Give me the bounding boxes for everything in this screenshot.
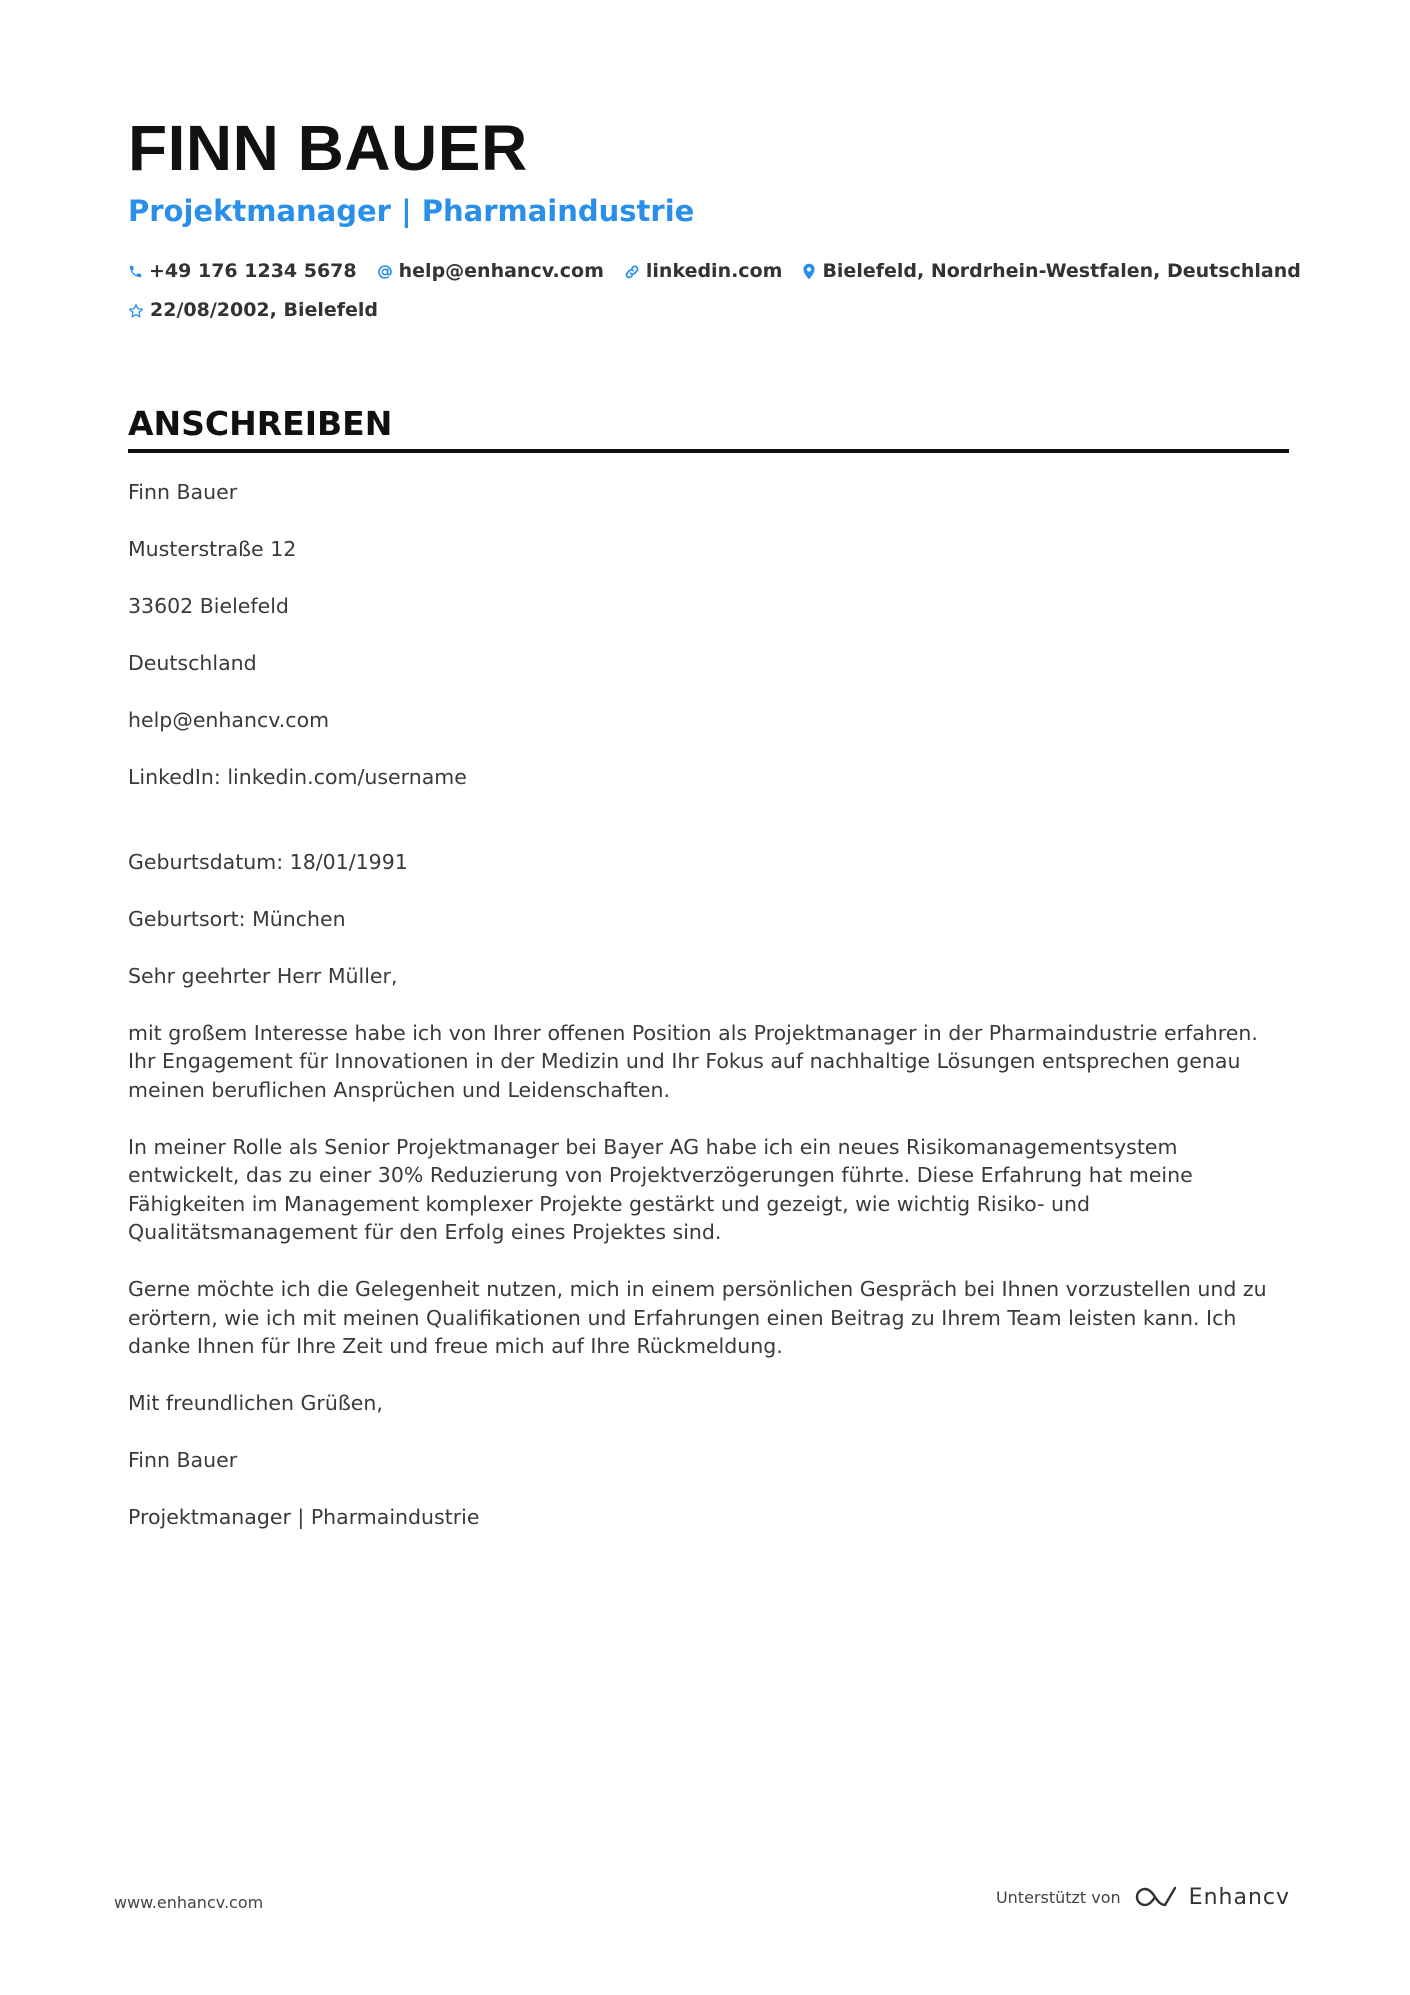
contact-location — [802, 252, 1300, 291]
star-icon — [128, 303, 144, 319]
sender-country: Deutschland — [128, 651, 257, 675]
sender-street: Musterstraße 12 — [128, 537, 297, 561]
letter-body — [128, 478, 1288, 1532]
brand-name: Enhancv — [1188, 1884, 1290, 1910]
contact-email-text: help@enhancv.com — [398, 260, 604, 282]
at-icon — [377, 264, 393, 280]
sender-birthdate: Geburtsdatum: 18/01/1991 — [128, 849, 408, 874]
phone-icon — [128, 264, 143, 279]
applicant-name: FINN BAUER — [128, 112, 528, 184]
contact-phone — [128, 252, 357, 291]
link-icon — [624, 264, 640, 280]
contact-linkedin-text: linkedin.com — [645, 260, 783, 282]
letter-salutation: Sehr geehrter Herr Müller, — [128, 963, 398, 988]
sender-email: help@enhancv.com — [128, 708, 330, 732]
contact-email[interactable] — [377, 252, 604, 291]
letter-paragraph-2: In meiner Rolle als Senior Projektmanager bei Bayer AG habe ich ein neues Risikomanagementsystem entwickelt, das zu einer 30% Reduzierung von Projektverzögerungen führte. Diese Erfahrung hat meine Fähigkeiten im Management komplexer Projekte gestärkt und gezeigt, wie wichtig Risiko- und Qualitätsmanagement für den Erfolg eines Projektes sind. — [128, 1134, 1193, 1244]
enhancv-logo-icon — [1133, 1884, 1179, 1910]
location-pin-icon — [802, 263, 816, 280]
signature-title: Projektmanager | Pharmaindustrie — [128, 1505, 480, 1529]
contact-linkedin[interactable] — [624, 252, 783, 291]
contact-row-2 — [128, 291, 1288, 330]
section-divider — [128, 449, 1289, 453]
contact-phone-text: +49 176 1234 5678 — [149, 260, 357, 282]
letter-paragraph-1: mit großem Interesse habe ich von Ihrer offenen Position als Projektmanager in der Pharmaindustrie erfahren. Ihr Engagement für Innovationen in der Medizin und Ihr Fokus auf nachhaltige Lösungen entsprechen genau meinen beruflichen Ansprüchen und Leidenschaften. — [128, 1020, 1258, 1102]
sender-birthplace: Geburtsort: München — [128, 906, 346, 931]
letter-paragraph-3: Gerne möchte ich die Gelegenheit nutzen, mich in einem persönlichen Gespräch bei Ihnen vorzustellen und zu erörtern, wie ich mit meinen Qualifikationen und Erfahrungen einen Beitrag zu Ihrem Team leisten kann. Ich danke Ihnen für Ihre Zeit und freue mich auf Ihre Rückmeldung. — [128, 1277, 1267, 1358]
signature-name: Finn Bauer — [128, 1448, 238, 1472]
sender-linkedin: LinkedIn: linkedin.com/username — [128, 765, 467, 789]
powered-by-label: Unterstützt von — [995, 1887, 1121, 1907]
contact-info — [128, 252, 1301, 330]
contact-row-1 — [128, 252, 1301, 291]
section-title: ANSCHREIBEN — [128, 404, 393, 443]
contact-location-text: Bielefeld, Nordrhein-Westfalen, Deutschland — [822, 260, 1301, 282]
footer-website[interactable]: www.enhancv.com — [114, 1893, 264, 1912]
contact-birth — [128, 291, 378, 330]
footer-branding — [996, 1884, 1290, 1910]
letter-closing: Mit freundlichen Grüßen, — [128, 1391, 383, 1415]
sender-name: Finn Bauer — [128, 480, 238, 504]
applicant-headline: Projektmanager | Pharmaindustrie — [128, 194, 695, 228]
contact-birth-text: 22/08/2002, Bielefeld — [150, 299, 379, 321]
sender-city: 33602 Bielefeld — [128, 594, 289, 618]
